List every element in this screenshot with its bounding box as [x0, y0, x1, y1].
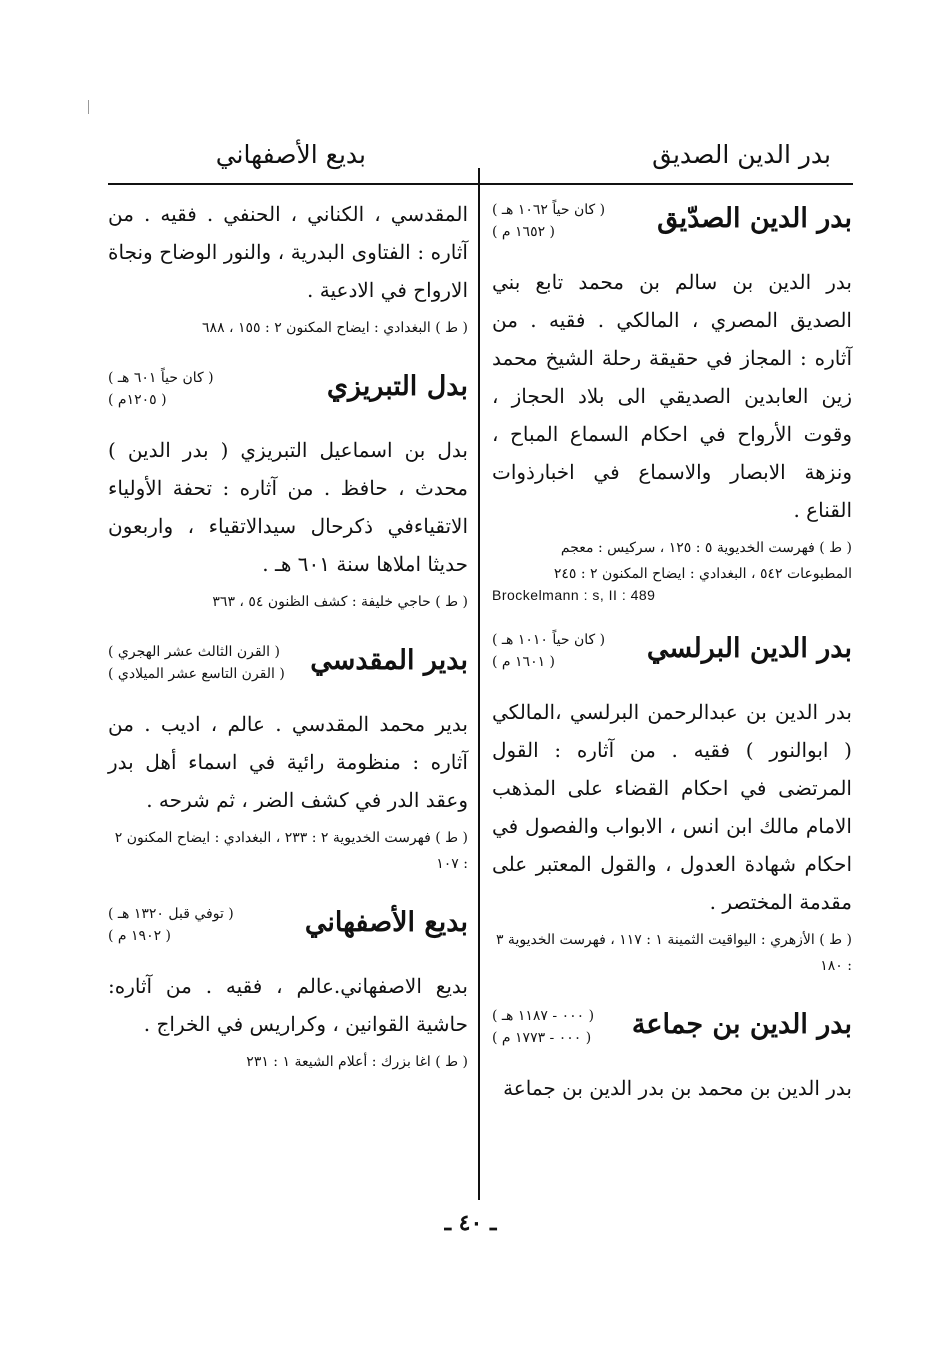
date-gregorian: ( ١٩٠٢ م )	[108, 928, 172, 944]
date-hijri: ( كان حياً ٦٠١ هـ )	[108, 370, 214, 386]
entry-body: بدل بن اسماعيل التبريزي ( بدر الدين ) محدث ، حافظ . من آثاره : تحفة الأولياء الاتقياءفي ذكرحال سيدالاتقياء ، واربعون حديثا املاها سنة ٦٠١ هـ .	[108, 438, 468, 576]
entry-title: بديع الأصفهاني	[304, 907, 468, 938]
entry-body: بدير محمد المقدسي . عالم ، اديب . من آثاره : منظومة رائية في اسماء أهل بدر وعقد الدر في كشف الضر ، ثم شرحه .	[108, 712, 468, 812]
date-gregorian: ( ١٦٥٢ م )	[492, 224, 556, 240]
entry	[492, 1001, 852, 1107]
entry-title: بدر الدين بن جماعة	[631, 1009, 852, 1040]
entry-body: بدر الدين بن عبدالرحمن البرلسي ،المالكي ( ابوالنور ) فقيه . من آثاره : القول المرتضى في احكام القضاء على المذهب الامام مالك ابن انس ، الابواب والفصول في احكام شهادة العدول ، والقول المعتبر على مقدمة المختصر .	[492, 700, 852, 914]
entry-header	[492, 195, 852, 263]
entry-reference: ( ط ) الأزهري : اليواقيت الثمينة ١ : ١١٧ ، فهرست الخديوية ٣ : ١٨٠	[495, 932, 852, 974]
entry	[492, 195, 852, 603]
entry-header	[492, 625, 852, 693]
date-gregorian: ( ٠٠٠ - ١٧٧٣ م )	[492, 1030, 592, 1046]
entry	[108, 899, 468, 1075]
entry-dates	[492, 629, 605, 673]
entry-dates	[108, 903, 234, 947]
running-header-right: بدر الدين الصديق	[652, 140, 831, 169]
entry-header	[492, 1001, 852, 1069]
entry	[108, 363, 468, 615]
entry-reference-latin: Brockelmann : s, II : 489	[492, 587, 656, 603]
entry-body: بدر الدين بن سالم بن محمد تابع بني الصديق المصري ، المالكي . فقيه . من آثاره : المجاز في حقيقة رحلة الشيخ محمد زين العابدين الصديقي الى بلاد الحجاز ، وقوت الأرواح في احكام السماع المباح ، ونزهة الابصار والاسماع في اخبارذوات القناع .	[492, 270, 852, 522]
entry-dates	[108, 367, 214, 411]
left-column	[108, 195, 468, 1075]
entry-reference: ( ط ) اغا بزرك : أعلام الشيعة ١ : ٢٣١	[246, 1054, 468, 1070]
running-header-left: بديع الأصفهاني	[215, 140, 366, 169]
entry-title: بدل التبريزي	[326, 371, 468, 402]
date-hijri: ( القرن الثالث عشر الهجري )	[108, 644, 280, 660]
margin-mark	[88, 100, 89, 114]
entry-title: بدر الدين الصدّيق	[657, 203, 852, 234]
entry-reference: ( ط ) فهرست الخديوية ٥ : ١٢٥ ، سركيس : معجم المطبوعات ٥٤٢ ، البغدادي : ايضاح المكنون ٢ : ٢٤٥	[553, 540, 852, 582]
entry-body: بدر الدين بن محمد بن بدر الدين بن جماعة	[503, 1076, 852, 1100]
entry-dates	[492, 1005, 594, 1049]
entry-continuation	[108, 195, 468, 341]
entry-body: بديع الاصفهاني.عالم ، فقيه . من آثاره: حاشية القوانين ، وكراريس في الخراج .	[108, 974, 468, 1036]
entry-title: بدر الدين البرلسي	[646, 633, 852, 664]
date-hijri: ( توفي قبل ١٣٢٠ هـ )	[108, 906, 234, 922]
entry-reference: ( ط ) البغدادي : ايضاح المكنون ٢ : ١٥٥ ، ٦٨٨	[202, 320, 468, 336]
entry-body: المقدسي ، الكناني ، الحنفي . فقيه . من آثاره : الفتاوى البدرية ، والنور الوضاح ونجاة الارواح في الادعية .	[108, 202, 468, 302]
header-rule-right	[478, 183, 853, 185]
entry	[108, 637, 468, 877]
entry-header	[108, 637, 468, 705]
date-hijri: ( ٠٠٠ - ١١٨٧ هـ )	[492, 1008, 595, 1024]
date-hijri: ( كان حياً ١٠٦٢ هـ )	[492, 202, 606, 218]
page-number: ـ ٤٠ ـ	[444, 1210, 497, 1236]
header-rule-left	[108, 183, 478, 185]
entry	[492, 625, 852, 979]
column-divider	[478, 168, 480, 1200]
entry-dates	[492, 199, 605, 243]
date-gregorian: ( ١٢٠٥م )	[108, 392, 167, 408]
entry-reference: ( ط ) فهرست الخديوية ٢ : ٢٣٣ ، البغدادي : ايضاح المكنون ٢ : ١٠٧	[114, 830, 468, 872]
entry-dates	[108, 641, 285, 685]
date-gregorian: ( ١٦٠١ م )	[492, 654, 556, 670]
date-gregorian: ( القرن التاسع عشر الميلادي )	[108, 666, 285, 682]
entry-header	[108, 363, 468, 431]
entry-title: بدير المقدسي	[310, 645, 468, 676]
entry-header	[108, 899, 468, 967]
right-column	[492, 195, 852, 1107]
entry-reference: ( ط ) حاجي خليفة : كشف الظنون ٥٤ ، ٣٦٣	[212, 594, 468, 610]
date-hijri: ( كان حياً ١٠١٠ هـ )	[492, 632, 606, 648]
